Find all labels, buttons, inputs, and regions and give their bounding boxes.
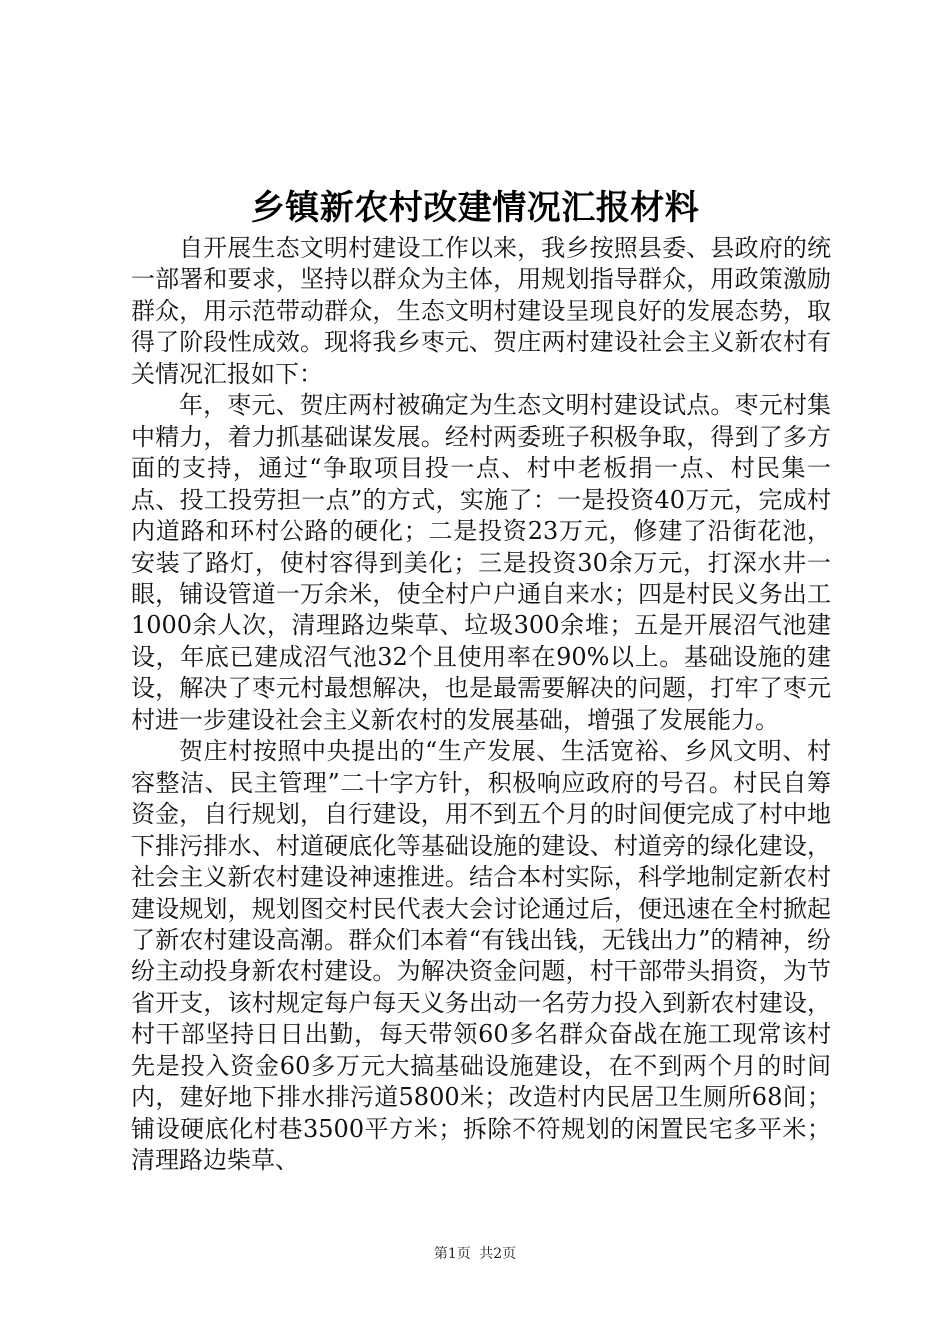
paragraph-zaoyuan: 年，枣元、贺庄两村被确定为生态文明村建设试点。枣元村集中精力，着力抓基础谋发展。经村两委班子积极争取，得到了多方面的支持，通过“争取项目投一点、村中老板捐一点、村民集一点、投工投劳担一点”的方式，实施了：一是投资40万元，完成村内道路和环村公路的硬化；二是投资23万元，修建了沿街花池，安装了路灯，使村容得到美化；三是投资30余万元，打深水井一眼，铺设管道一万余米，使全村户户通自来水；四是村民义务出工1000余人次，清理路边柴草、垃圾300余堆；五是开展沼气池建设，年底已建成沼气池32个且使用率在90%以上。基础设施的建设，解决了枣元村最想解决，也是最需要解决的问题，打牢了枣元村进一步建设社会主义新农村的发展基础，增强了发展能力。 xyxy=(131,391,831,734)
page-number: 第1页 xyxy=(433,1246,471,1262)
page-total: 共2页 xyxy=(479,1246,517,1262)
page-footer xyxy=(0,1244,950,1264)
paragraph-hezhuang: 贺庄村按照中央提出的“生产发展、生活宽裕、乡风文明、村容整洁、民主管理”二十字方针，积极响应政府的号召。村民自筹资金，自行规划，自行建设，用不到五个月的时间便完成了村中地下排污排水、村道硬底化等基础设施的建设、村道旁的绿化建设，社会主义新农村建设神速推进。结合本村实际，科学地制定新农村建设规划，规划图交村民代表大会讨论通过后，便迅速在全村掀起了新农村建设高潮。群众们本着“有钱出钱，无钱出力”的精神，纷纷主动投身新农村建设。为解决资金问题，村干部带头捐资，为节省开支，该村规定每户每天义务出动一名劳力投入到新农村建设，村干部坚持日日出勤，每天带领60多名群众奋战在施工现常该村先是投入资金60多万元大搞基础设施建设，在不到两个月的时间内，建好地下排水排污道5800米；改造村内民居卫生厕所68间；铺设硬底化村巷3500平方米；拆除不符规划的闲置民宅多平米；清理路边柴草、 xyxy=(131,737,831,1175)
document-title: 乡镇新农村改建情况汇报材料 xyxy=(250,188,700,228)
paragraph-intro: 自开展生态文明村建设工作以来，我乡按照县委、县政府的统一部署和要求，坚持以群众为主体，用规划指导群众，用政策激励群众，用示范带动群众，生态文明村建设呈现良好的发展态势，取得了阶段性成效。现将我乡枣元、贺庄两村建设社会主义新农村有关情况汇报如下： xyxy=(131,234,831,388)
document-body xyxy=(131,233,831,1177)
